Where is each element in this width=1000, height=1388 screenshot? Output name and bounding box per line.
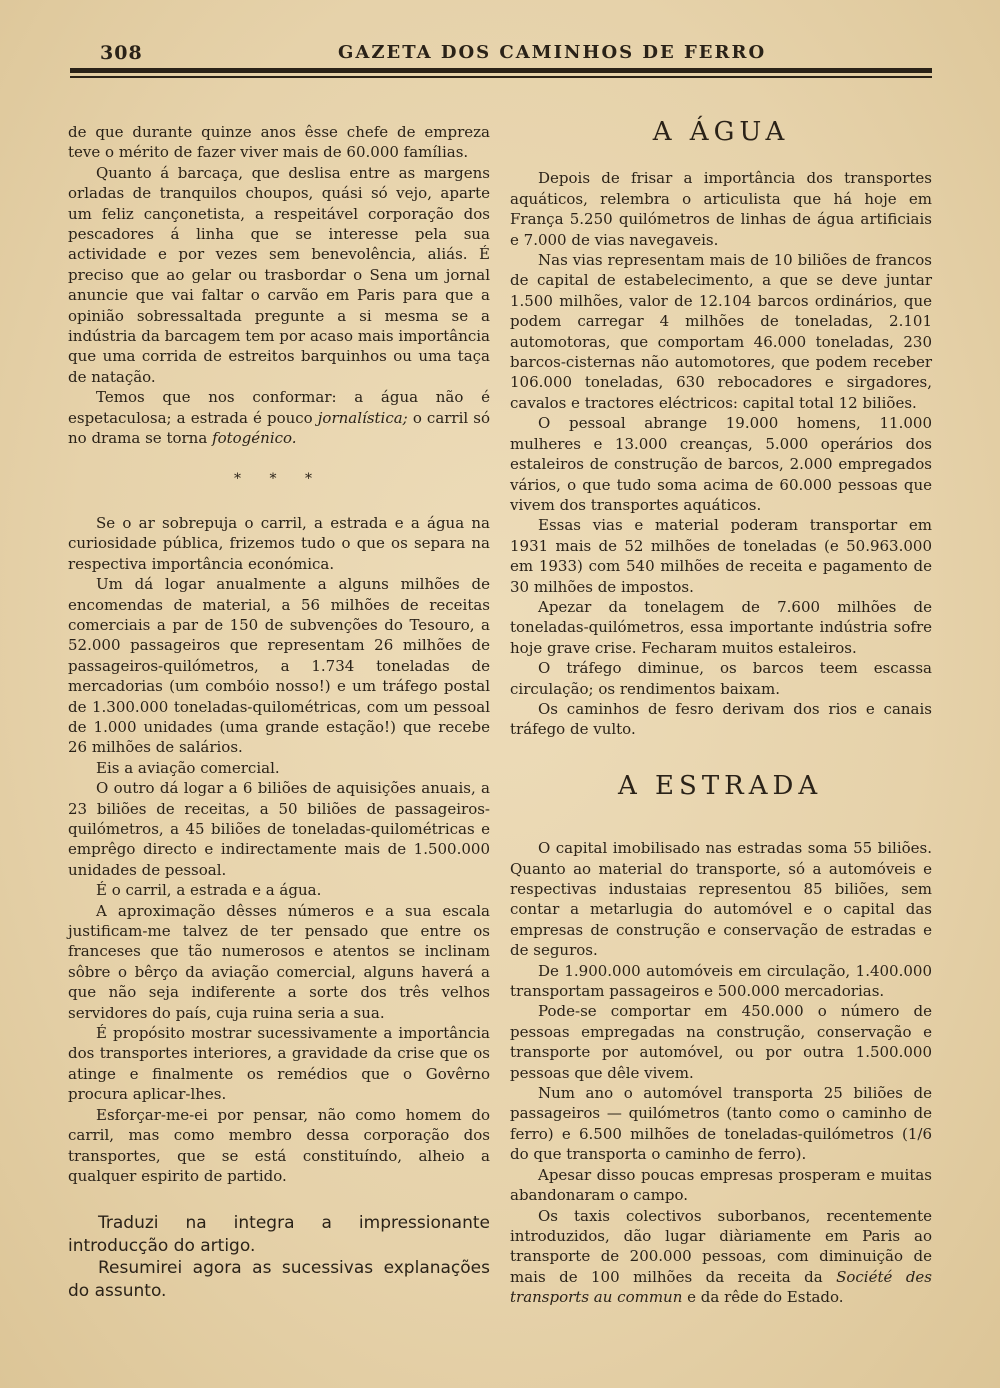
- paragraph: Eis a aviação comercial.: [96, 758, 280, 777]
- paragraph: O tráfego diminue, os barcos teem escassa circulação; os rendimentos baixam.: [510, 659, 932, 698]
- page-number: 308: [100, 42, 143, 64]
- paragraph: Quanto á barcaça, que deslisa entre as margens orladas de tranquilos choupos, quási só vejo, aparte um feliz cançonetista, a respeitável corporação dos pescadores á linha que se interesse pela sua actividade e por vezes sem benevolência, aliás. É preciso que ao gelar ou trasbordar o Sena um jornal anuncie que vai faltar o carvão em Paris para que a opinião sobressaltada pregunte a si mesma se a indústria da barcagem tem por acaso mais importância que uma corrida de estreitos barquinhos ou uma taça de natação.: [68, 163, 490, 386]
- paragraph: É propósito mostrar sucessivamente a importância dos transportes interiores, a gravidade da crise que os atinge e finalmente os remédios que o Govêrno procura aplicar-lhes.: [68, 1024, 490, 1104]
- journal-title: GAZETA DOS CAMINHOS DE FERRO: [338, 42, 767, 63]
- paragraph: A aproximação dêsses números e a sua escala justificam-me talvez de ter pensado que entre os franceses que tão numerosos e atentos se inclinam sôbre o bêrço da aviação comercial, alguns haverá a que não seja indiferente a sorte dos três velhos servidores do país, cuja ruina seria a sua.: [68, 901, 490, 1022]
- paragraph: O capital imobilisado nas estradas soma 55 biliões. Quanto ao material do transporte, só a automóveis e respectivas industaias representou 85 biliões, sem contar a metarlugia do automóvel e o capital das empresas de construção e conservação de estradas e de seguros.: [510, 839, 932, 960]
- paragraph: Os caminhos de fesro derivam dos rios e canais tráfego de vulto.: [510, 699, 932, 739]
- paragraph: Se o ar sobrepuja o carril, a estrada e a água na curiosidade pública, frizemos tudo o que os separa na respectiva importância económica.: [68, 513, 490, 573]
- right-column: [510, 117, 932, 1308]
- header-rule-thin: [70, 76, 932, 78]
- paragraph: É o carril, a estrada e a água.: [96, 881, 322, 900]
- paragraph: O pessoal abrange 19.000 homens, 11.000 mulheres e 13.000 creanças, 5.000 operários dos estaleiros de construção de barcos, 2.000 empregados vários, o que tudo soma acima de 60.000 pessoas que vivem dos transportes aquáticos.: [510, 414, 932, 514]
- paragraph: Depois de frisar a importância dos transportes aquáticos, relembra o articulista que há hoje em França 5.250 quilómetros de linhas de água artificiais e 7.000 de vias navegaveis.: [510, 169, 932, 249]
- note-paragraph: Traduzi na integra a impressionante introducção do artigo.: [68, 1213, 490, 1256]
- section-heading-estrada: A ESTRADA: [618, 770, 823, 801]
- paragraph: O outro dá logar a 6 biliões de aquisições anuais, a 23 biliões de receitas, a 50 biliões de passageiros-quilómetros, a 45 biliões de toneladas-quilométricas e emprêgo directo e indirectamente mais de 1.500.000 unidades de pessoal.: [68, 779, 490, 879]
- section-heading-agua: A ÁGUA: [652, 117, 790, 147]
- paragraph: Pode-se comportar em 450.000 o número de pessoas empregadas na construção, conservação e transporte por automóvel, ou por outra 1.500.000 pessoas que dêle vivem.: [510, 1002, 932, 1082]
- paragraph: Temos que nos conformar: a água não é espetaculosa; a estrada é pouco jornalística; o carril só no drama se torna fotogénico.: [68, 388, 490, 448]
- italic-term: fotogénico.: [212, 429, 297, 448]
- paragraph: Esforçar-me-ei por pensar, não como homem do carril, mas como membro dessa corporação dos transportes, que se está constituíndo, alheio a qualquer espirito de partido.: [68, 1105, 490, 1185]
- note-paragraph: Resumirei agora as sucessivas explanações do assunto.: [68, 1258, 490, 1301]
- left-column: [68, 122, 490, 1302]
- paragraph: Num ano o automóvel transporta 25 biliões de passageiros — quilómetros (tanto como o caminho de ferro) e 6.500 milhões de toneladas-quilómetros (1/6 do que transporta o caminho de ferro).: [510, 1084, 932, 1164]
- translator-note: [68, 1212, 490, 1302]
- paragraph: Apezar da tonelagem de 7.600 milhões de toneladas-quilómetros, essa importante indústria sofre hoje grave crise. Fecharam muitos estaleiros.: [510, 597, 932, 657]
- paragraph: Apesar disso poucas empresas prosperam e muitas abandonaram o campo.: [510, 1165, 932, 1205]
- header-rule: [70, 68, 932, 73]
- page-header: [70, 38, 932, 78]
- section-separator: * * *: [234, 470, 324, 487]
- paragraph: Um dá logar anualmente a alguns milhões de encomendas de material, a 56 milhões de receitas comerciais a par de 150 de subvenções do Tesouro, a 52.000 passageiros que representam 26 milhões de passageiros-quilómetros, a 1.734 toneladas de mercadorias (um combóio nosso!) e um tráfego postal de 1.300.000 toneladas-quilométricas, com um pessoal de 1.000 unidades (uma grande estação!) que recebe 26 milhões de salários.: [68, 575, 490, 757]
- paragraph: De 1.900.000 automóveis em circulação, 1.400.000 transportam passageiros e 500.000 mercadorias.: [510, 961, 932, 1001]
- paragraph: Essas vias e material poderam transportar em 1931 mais de 52 milhões de toneladas (e 50.963.000 em 1933) com 540 milhões de receita e pagamento de 30 milhões de impostos.: [510, 516, 932, 596]
- italic-term: jornalística;: [317, 408, 408, 427]
- paragraph: Os taxis colectivos suborbanos, recentemente introduzidos, dão lugar diàriamente em Paris ao transporte de 200.000 pessoas, com diminuição de mais de 100 milhões da receita da Société des transports au commun e da rêde do Estado.: [510, 1206, 932, 1307]
- italic-company-name: Société des transports au commun: [510, 1267, 932, 1307]
- paragraph: Nas vias representam mais de 10 biliões de francos de capital de estabelecimento, a que se deve juntar 1.500 milhões, valor de 12.104 barcos ordinários, que podem carregar 4 milhões de toneladas, 2.101 automotoras, que comportam 46.000 toneladas, 230 barcos-cisternas não automotores, que podem receber 106.000 toneladas, 630 rebocadores e sirgadores, cavalos e tractores eléctricos: capital total 12 biliões.: [510, 251, 932, 412]
- paragraph: de que durante quinze anos êsse chefe de empreza teve o mérito de fazer viver mais de 60.000 famílias.: [68, 123, 490, 162]
